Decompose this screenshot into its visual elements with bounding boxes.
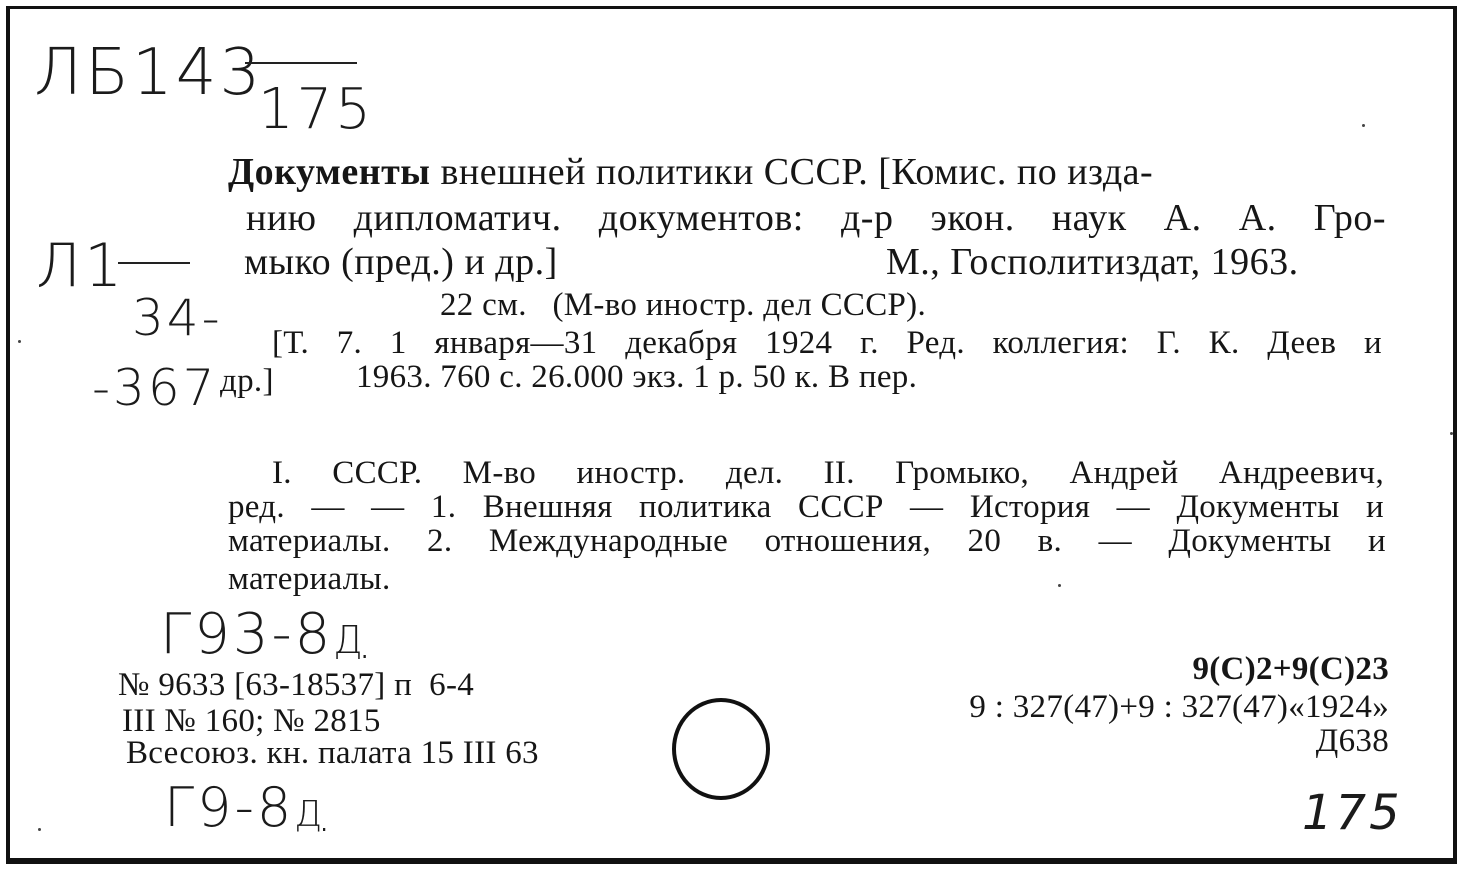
left-mark-2: 34- <box>132 289 223 347</box>
circle-stamp <box>672 698 770 800</box>
footer-left-line-1: № 9633 [63-18537] п 6-4 <box>118 667 475 703</box>
shelf-mark-top: ЛБ143 <box>34 36 264 110</box>
entry-line-4: 22 см. (М-во иностр. дел СССР). <box>440 287 926 323</box>
footer-right-line-1: 9(С)2+9(С)23 <box>1192 651 1389 687</box>
speck <box>18 340 21 343</box>
subject-line-3: материалы. 2. Международные отношения, 20 в. — Документы и <box>228 523 1386 559</box>
title-bold: Документы <box>228 151 431 193</box>
left-mark-3: -367 <box>92 359 218 417</box>
title-rest: внешней политики СССР. [Комис. по изда- <box>440 151 1154 193</box>
footer-left-line-2: III № 160; № 2815 <box>122 703 381 739</box>
entry-line-6-right: 1963. 760 с. 26.000 экз. 1 р. 50 к. В пер. <box>356 359 918 395</box>
stamp-code-2-text: Г9-8 <box>164 776 295 839</box>
subject-line-1: I. СССР. М-во иностр. дел. II. Громыко, Андрей Андреевич, <box>272 455 1384 491</box>
stamp-code-1-text: Г93-8 <box>160 602 334 667</box>
entry-line-5: [Т. 7. 1 января—31 декабря 1924 г. Ред. коллегия: Г. К. Деев и <box>272 325 1382 361</box>
stamp-code-2-suffix: Д <box>294 794 326 835</box>
bottom-right-mark: 175 <box>1302 785 1403 841</box>
footer-left-line-3: Всесоюз. кн. палата 15 III 63 <box>126 735 539 771</box>
left-mark-1: Л1 <box>36 231 126 301</box>
subject-line-4: материалы. <box>228 561 391 597</box>
speck <box>1450 432 1453 435</box>
entry-line-3-left: мыко (пред.) и др.] <box>244 241 558 283</box>
footer-right-line-3: Д638 <box>1315 723 1389 759</box>
title-line <box>228 150 1388 194</box>
footer-right-line-2: 9 : 327(47)+9 : 327(47)«1924» <box>969 689 1389 725</box>
subject-line-2: ред. — — 1. Внешняя политика СССР — История — Документы и <box>228 489 1384 525</box>
left-mark-dash <box>118 262 190 264</box>
entry-line-6-left: др.] <box>220 363 274 399</box>
shelf-mark-fraction-bar <box>245 62 357 64</box>
entry-line-3-right: М., Госполитиздат, 1963. <box>886 241 1299 283</box>
speck <box>1362 124 1365 127</box>
shelf-mark-fraction: 175 <box>258 77 374 142</box>
entry-line-2: нию дипломатич. документов: д-р экон. наук А. А. Гро- <box>246 197 1386 239</box>
stamp-code-1-suffix: Д <box>333 618 366 662</box>
stamp-code-2 <box>164 778 325 845</box>
stamp-code-1 <box>160 604 366 671</box>
speck <box>1058 584 1061 587</box>
speck <box>38 828 41 831</box>
